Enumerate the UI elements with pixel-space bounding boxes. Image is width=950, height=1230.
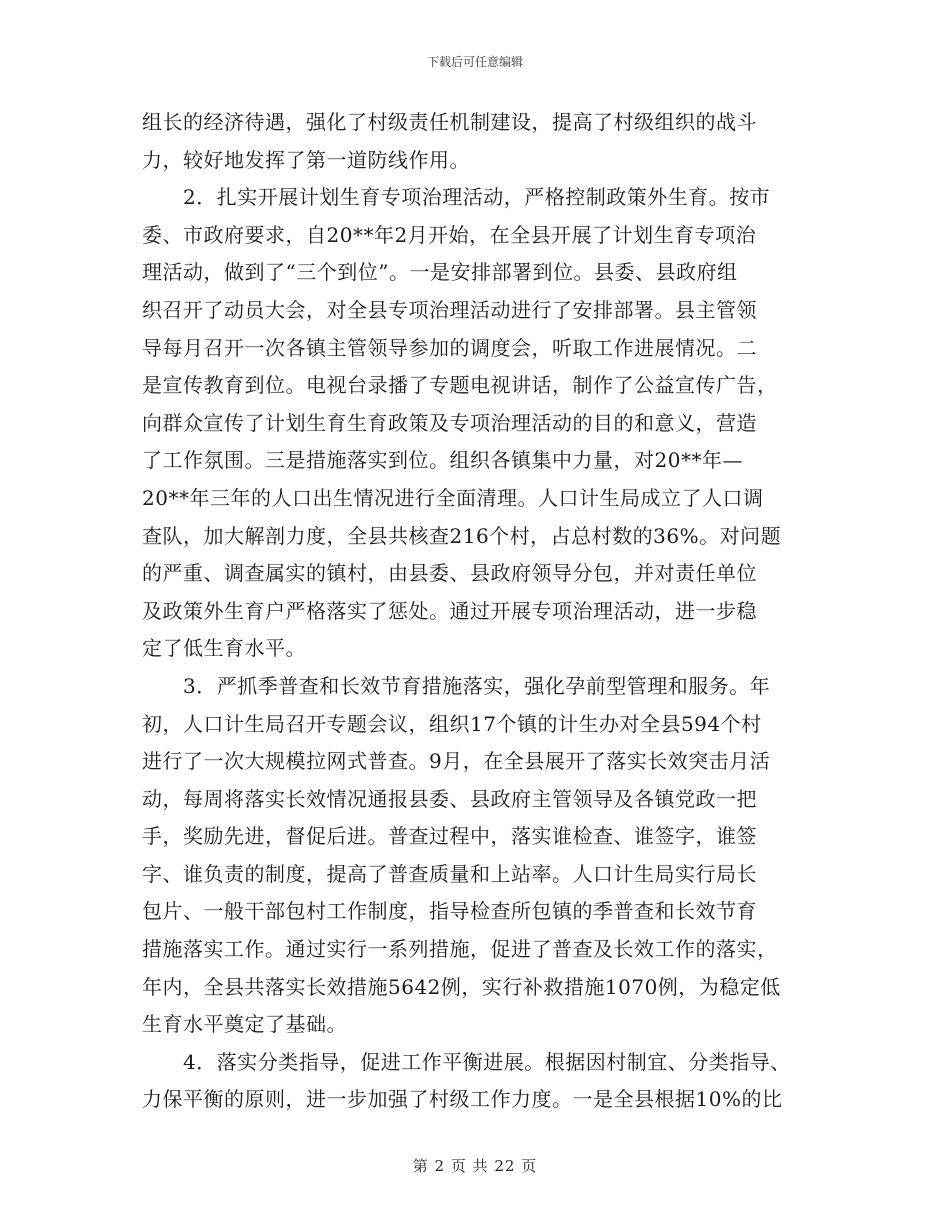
text-line: 是宣传教育到位。电视台录播了专题电视讲话，制作了公益宣传广告， [142, 373, 778, 398]
text-line: 及政策外生育户严格落实了惩处。通过开展专项治理活动，进一步稳 [142, 598, 757, 623]
text-line: 导每月召开一次各镇主管领导参加的调度会，听取工作进展情况。二 [142, 335, 757, 360]
page-number: 第 2 页 共 22 页 [412, 1157, 538, 1175]
text-line: 进行了一次大规模拉网式普查。9月，在全县展开了落实长效突击月活 [142, 749, 771, 774]
text-line: 织召开了动员大会，对全县专项治理活动进行了安排部署。县主管领 [142, 297, 757, 322]
text-line: 措施落实工作。通过实行一系列措施，促进了普查及长效工作的落实， [142, 937, 778, 962]
text-line: 初，人口计生局召开专题会议，组织17个镇的计生办对全县594个村 [142, 711, 762, 736]
text-line: 动，每周将落实长效情况通报县委、县政府主管领导及各镇党政一把 [142, 786, 757, 811]
document-body [142, 104, 818, 1119]
text-line: 手，奖励先进，督促后进。普查过程中，落实谁检查、谁签字，谁签 [142, 824, 757, 849]
text-line: 字、谁负责的制度，提高了普查质量和上站率。人口计生局实行局长 [142, 861, 757, 886]
text-line: 定了低生育水平。 [142, 636, 306, 661]
text-line: 查队，加大解剖力度，全县共核查216个村，占总村数的36%。对问题 [142, 523, 782, 548]
text-line: 向群众宣传了计划生育生育政策及专项治理活动的目的和意义，营造 [142, 410, 757, 435]
text-line: 20**年三年的人口出生情况进行全面清理。人口计生局成立了人口调 [142, 485, 764, 510]
text-line: 力，较好地发挥了第一道防线作用。 [142, 147, 470, 172]
text-line: 理活动，做到了“三个到位”。一是安排部署到位。县委、县政府组 [142, 260, 738, 285]
text-line: 了工作氛围。三是措施落实到位。组织各镇集中力量，对20**年— [142, 448, 743, 473]
text-line: 的严重、调查属实的镇村，由县委、县政府领导分包，并对责任单位 [142, 561, 757, 586]
text-line: 委、市政府要求，自20**年2月开始，在全县开展了计划生育专项治 [142, 222, 757, 247]
page-header: 下载后可任意编辑 [426, 55, 523, 69]
text-line: 组长的经济待遇，强化了村级责任机制建设，提高了村级组织的战斗 [142, 110, 757, 134]
text-line: 生育水平奠定了基础。 [142, 1012, 347, 1037]
text-line: 年内，全县共落实长效措施5642例，实行补救措施1070例，为稳定低 [142, 974, 781, 999]
text-line: 力保平衡的原则，进一步加强了村级工作力度。一是全县根据10%的比 [142, 1087, 783, 1112]
text-line: 包片、一般干部包村工作制度，指导检查所包镇的季普查和长效节育 [142, 899, 757, 924]
text-line: 2．扎实开展计划生育专项治理活动，严格控制政策外生育。按市 [142, 185, 771, 210]
text-line: 3．严抓季普查和长效节育措施落实，强化孕前型管理和服务。年 [142, 673, 771, 698]
text-line: 4．落实分类指导，促进工作平衡进展。根据因村制宜、分类指导、 [142, 1049, 791, 1074]
